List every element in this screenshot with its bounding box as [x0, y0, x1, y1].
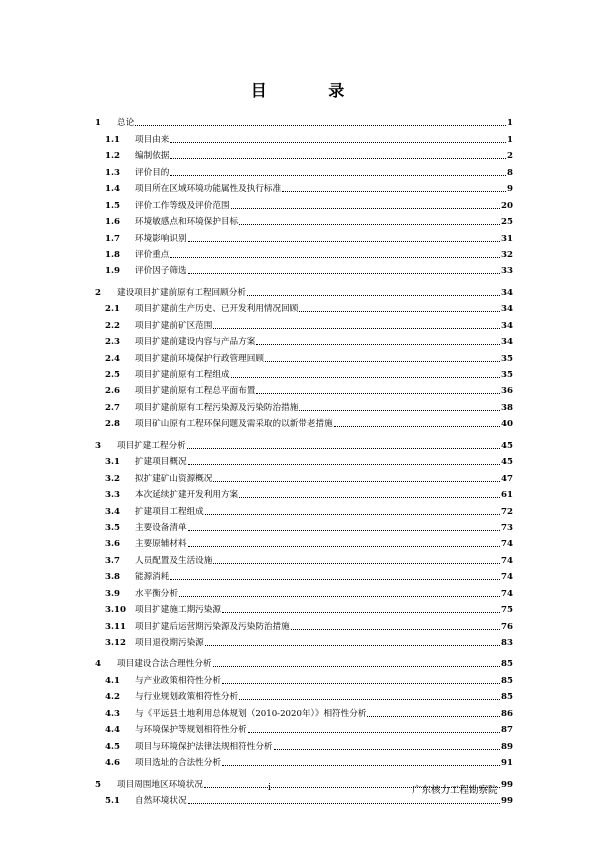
toc-entry-title: 项目由来: [135, 134, 170, 145]
toc-entry-page: 75: [501, 605, 513, 616]
toc-entry-number: 3.4: [105, 506, 120, 517]
toc-entry-page: 40: [501, 419, 513, 430]
toc-entry-number: 3.8: [105, 572, 120, 583]
toc-entry-number: 3.6: [105, 539, 120, 550]
toc-entry-page: 73: [501, 522, 513, 533]
toc-section-entry[interactable]: [95, 702, 513, 718]
toc-dot-leader: [170, 157, 506, 159]
toc-entry-page: 36: [501, 386, 513, 397]
toc-entry-page: 2: [507, 151, 513, 162]
toc-entry-title: 主要设备清单: [135, 522, 187, 533]
toc-entry-number: 4.2: [105, 692, 120, 703]
toc-entry-number: 4: [95, 659, 101, 670]
toc-entry-title: 项目周围地区环境状况: [117, 779, 203, 790]
toc-entry-page: 1: [507, 134, 513, 145]
toc-dot-leader: [188, 529, 500, 531]
toc-entry-page: 1: [507, 118, 513, 129]
toc-section-entry[interactable]: [95, 194, 513, 210]
toc-section-entry[interactable]: [95, 582, 513, 598]
toc-entry-number: 3.9: [105, 588, 120, 599]
toc-entry-number: 1.5: [105, 200, 120, 211]
toc-entry-title: 项目所在区域环境功能属性及执行标准: [135, 184, 282, 195]
toc-entry-title: 本次延续扩建开发利用方案: [135, 490, 239, 501]
toc-chapter-entry[interactable]: [95, 434, 513, 450]
toc-dot-leader: [170, 174, 506, 176]
toc-dot-leader: [231, 207, 500, 209]
toc-entry-title: 拟扩建矿山资源概况: [135, 473, 213, 484]
toc-entry-title: 扩建项目概况: [135, 457, 187, 468]
toc-entry-page: 89: [501, 741, 513, 752]
toc-entry-number: 2.3: [105, 337, 120, 348]
toc-section-entry[interactable]: [95, 396, 513, 412]
toc-entry-page: 32: [501, 249, 513, 260]
toc-dot-leader: [299, 310, 500, 312]
toc-dot-leader: [170, 256, 500, 258]
toc-section-entry[interactable]: [95, 719, 513, 735]
toc-section-entry[interactable]: [95, 500, 513, 516]
toc-entry-number: 3.1: [105, 457, 120, 468]
toc-entry-number: 3.5: [105, 522, 120, 533]
toc-dot-leader: [213, 665, 500, 667]
toc-dot-leader: [265, 360, 500, 362]
toc-entry-title: 项目与环境保护法律法规相符性分析: [135, 741, 273, 752]
toc-dot-leader: [231, 376, 500, 378]
toc-dot-leader: [213, 562, 500, 564]
toc-entry-page: 76: [501, 621, 513, 632]
toc-entry-title: 评价重点: [135, 249, 170, 260]
toc-dot-leader: [187, 447, 500, 449]
toc-entry-title: 评价工作等级及评价范围: [135, 200, 230, 211]
toc-entry-page: 99: [501, 779, 513, 790]
toc-entry-title: 项目扩建前原有工程污染源及污染防治措施: [135, 402, 299, 413]
toc-section-entry[interactable]: [95, 161, 513, 177]
toc-entry-page: 34: [501, 287, 513, 298]
toc-dot-leader: [239, 496, 500, 498]
toc-section-entry[interactable]: [95, 380, 513, 396]
toc-section-entry[interactable]: [95, 364, 513, 380]
toc-entry-page: 45: [501, 457, 513, 468]
toc-entry-title: 建设项目扩建前原有工程回顾分析: [117, 287, 246, 298]
toc-section-entry[interactable]: [95, 211, 513, 227]
toc-entry-number: 3.10: [105, 605, 126, 616]
toc-section-entry[interactable]: [95, 451, 513, 467]
toc-entry-number: 1.3: [105, 167, 120, 178]
toc-dot-leader: [205, 513, 500, 515]
toc-dot-leader: [291, 628, 500, 630]
toc-dot-leader: [274, 748, 501, 750]
toc-entry-number: 4.5: [105, 741, 120, 752]
toc-entry-page: 47: [501, 473, 513, 484]
toc-entry-page: 33: [501, 266, 513, 277]
toc-section-entry[interactable]: [95, 467, 513, 483]
toc-entry-page: 35: [501, 353, 513, 364]
toc-entry-number: 3.7: [105, 555, 120, 566]
toc-entry-page: 86: [501, 708, 513, 719]
toc-entry-title: 自然环境状况: [135, 795, 187, 806]
toc-entry-number: 1.1: [105, 134, 120, 145]
toc-entry-title: 与《平远县土地利用总体规划（2010-2020年）》相符性分析: [135, 708, 367, 719]
toc-entry-number: 1.9: [105, 266, 120, 277]
toc-section-entry[interactable]: [95, 669, 513, 685]
toc-entry-title: 项目选址的合法性分析: [135, 758, 221, 769]
toc-entry-title: 总论: [117, 118, 135, 129]
toc-entry-title: 项目扩建前生产历史、已开发利用情况回顾: [135, 304, 299, 315]
toc-dot-leader: [248, 731, 500, 733]
toc-entry-page: 8: [507, 167, 513, 178]
toc-dot-leader: [205, 644, 500, 646]
toc-entry-number: 4.6: [105, 758, 120, 769]
toc-entry-title: 主要原辅材料: [135, 539, 187, 550]
toc-entry-number: 1: [95, 118, 101, 129]
toc-entry-page: 74: [501, 588, 513, 599]
table-of-contents: [95, 112, 513, 806]
toc-chapter-entry[interactable]: [95, 112, 513, 128]
toc-entry-title: 项目扩建工程分析: [117, 440, 186, 451]
toc-dot-leader: [170, 141, 506, 143]
toc-entry-page: 61: [501, 490, 513, 501]
toc-entry-title: 项目扩建前矿区范围: [135, 320, 213, 331]
toc-dot-leader: [188, 240, 500, 242]
toc-section-entry[interactable]: [95, 413, 513, 429]
toc-entry-page: 20: [501, 200, 513, 211]
toc-section-entry[interactable]: [95, 484, 513, 500]
toc-entry-number: 3.3: [105, 490, 120, 501]
toc-section-entry[interactable]: [95, 331, 513, 347]
toc-dot-leader: [135, 124, 506, 126]
toc-section-entry[interactable]: [95, 549, 513, 565]
toc-section-entry[interactable]: [95, 599, 513, 615]
toc-dot-leader: [367, 715, 500, 717]
toc-dot-leader: [188, 272, 500, 274]
toc-entry-number: 3: [95, 440, 101, 451]
toc-dot-leader: [170, 578, 500, 580]
toc-dot-leader: [213, 480, 500, 482]
toc-entry-number: 5: [95, 779, 101, 790]
footer-page-number: i: [268, 782, 272, 793]
toc-entry-number: 3.11: [105, 621, 126, 632]
toc-dot-leader: [239, 223, 500, 225]
toc-entry-number: 2.7: [105, 402, 120, 413]
toc-entry-title: 项目矿山原有工程环保问题及需采取的以新带老措施: [135, 419, 333, 430]
toc-dot-leader: [334, 425, 500, 427]
toc-entry-number: 4.3: [105, 708, 120, 719]
toc-entry-number: 2.1: [105, 304, 120, 315]
toc-dot-leader: [213, 327, 500, 329]
toc-entry-title: 人员配置及生活设施: [135, 555, 213, 566]
toc-dot-leader: [247, 294, 500, 296]
toc-dot-leader: [299, 409, 500, 411]
toc-entry-title: 水平衡分析: [135, 588, 178, 599]
toc-entry-title: 能源消耗: [135, 572, 170, 583]
toc-entry-title: 评价目的: [135, 167, 170, 178]
toc-entry-title: 项目扩建前建设内容与产品方案: [135, 337, 256, 348]
toc-entry-page: 74: [501, 555, 513, 566]
toc-section-entry[interactable]: [95, 686, 513, 702]
toc-section-entry[interactable]: [95, 517, 513, 533]
toc-entry-page: 99: [501, 795, 513, 806]
toc-entry-title: 扩建项目工程组成: [135, 506, 204, 517]
toc-entry-number: 1.7: [105, 233, 120, 244]
toc-entry-title: 项目退役期污染源: [135, 638, 204, 648]
toc-entry-title: 项目扩建前环境保护行政管理回顾: [135, 353, 264, 364]
toc-section-entry[interactable]: [95, 752, 513, 768]
toc-section-entry[interactable]: [95, 260, 513, 276]
toc-section-entry[interactable]: [95, 566, 513, 582]
toc-entry-page: 34: [501, 337, 513, 348]
toc-entry-number: 2.8: [105, 419, 120, 430]
toc-entry-title: 与环境保护等规划相符性分析: [135, 725, 247, 736]
toc-entry-title: 环境敏感点和环境保护目标: [135, 217, 239, 228]
toc-dot-leader: [222, 682, 500, 684]
toc-entry-title: 与行业规划政策相符性分析: [135, 692, 239, 703]
toc-section-entry[interactable]: [95, 244, 513, 260]
toc-entry-page: 31: [501, 233, 513, 244]
toc-entry-page: 74: [501, 572, 513, 583]
toc-entry-number: 1.4: [105, 184, 120, 195]
page-title: 目 录: [250, 81, 373, 100]
footer-institute: 广东核力工程勘察院: [412, 785, 498, 796]
toc-entry-number: 4.1: [105, 675, 120, 686]
toc-entry-title: 项目扩建后运营期污染源及污染防治措施: [135, 621, 290, 632]
toc-entry-number: 2.4: [105, 353, 120, 364]
toc-section-entry[interactable]: [95, 735, 513, 751]
toc-entry-title: 项目建设合法合理性分析: [117, 659, 212, 670]
toc-entry-title: 与产业政策相符性分析: [135, 675, 221, 686]
toc-dot-leader: [239, 698, 500, 700]
toc-entry-number: 4.4: [105, 725, 120, 736]
toc-section-entry[interactable]: [95, 178, 513, 194]
toc-entry-number: 2.5: [105, 370, 120, 380]
toc-entry-page: 9: [507, 184, 513, 195]
toc-section-entry[interactable]: [95, 615, 513, 631]
toc-entry-number: 1.8: [105, 249, 120, 260]
toc-entry-page: 35: [501, 370, 513, 380]
toc-section-entry[interactable]: [95, 298, 513, 314]
toc-entry-page: 72: [501, 506, 513, 517]
toc-entry-title: 评价因子筛选: [135, 266, 187, 277]
toc-chapter-entry[interactable]: [95, 653, 513, 669]
toc-entry-number: 1.2: [105, 151, 120, 162]
toc-dot-leader: [179, 595, 500, 597]
toc-section-entry[interactable]: [95, 533, 513, 549]
toc-entry-number: 1.6: [105, 217, 120, 228]
toc-entry-number: 2.2: [105, 320, 120, 331]
toc-entry-page: 34: [501, 304, 513, 315]
toc-dot-leader: [188, 545, 500, 547]
toc-entry-number: 3.2: [105, 473, 120, 484]
toc-entry-page: 25: [501, 217, 513, 228]
toc-entry-page: 85: [501, 675, 513, 686]
toc-dot-leader: [282, 190, 506, 192]
toc-chapter-entry[interactable]: [95, 281, 513, 297]
toc-entry-page: 38: [501, 402, 513, 413]
toc-entry-number: 5.1: [105, 795, 120, 806]
toc-dot-leader: [188, 463, 500, 465]
toc-entry-title: 项目扩建前原有工程总平面布置: [135, 386, 256, 397]
toc-entry-page: 45: [501, 440, 513, 451]
toc-dot-leader: [222, 764, 500, 766]
toc-dot-leader: [256, 343, 500, 345]
toc-entry-number: 2.6: [105, 386, 120, 397]
toc-dot-leader: [188, 802, 500, 804]
toc-dot-leader: [256, 392, 500, 394]
toc-section-entry[interactable]: [95, 128, 513, 144]
toc-entry-page: 91: [501, 758, 513, 769]
toc-entry-page: 85: [501, 692, 513, 703]
toc-entry-title: 项目扩建前原有工程组成: [135, 370, 230, 380]
toc-entry-title: 编制依据: [135, 151, 170, 162]
toc-section-entry[interactable]: [95, 145, 513, 161]
toc-entry-page: 85: [501, 659, 513, 670]
toc-entry-page: 87: [501, 725, 513, 736]
toc-entry-page: 83: [501, 638, 513, 648]
toc-section-entry[interactable]: [95, 314, 513, 330]
toc-entry-number: 3.12: [105, 638, 126, 648]
toc-entry-title: 项目扩建施工期污染源: [135, 605, 221, 616]
toc-section-entry[interactable]: [95, 347, 513, 363]
toc-section-entry[interactable]: [95, 227, 513, 243]
toc-section-entry[interactable]: [95, 632, 513, 648]
toc-entry-page: 34: [501, 320, 513, 331]
toc-entry-page: 74: [501, 539, 513, 550]
toc-dot-leader: [222, 611, 500, 613]
toc-entry-number: 2: [95, 287, 101, 298]
toc-entry-title: 环境影响识别: [135, 233, 187, 244]
